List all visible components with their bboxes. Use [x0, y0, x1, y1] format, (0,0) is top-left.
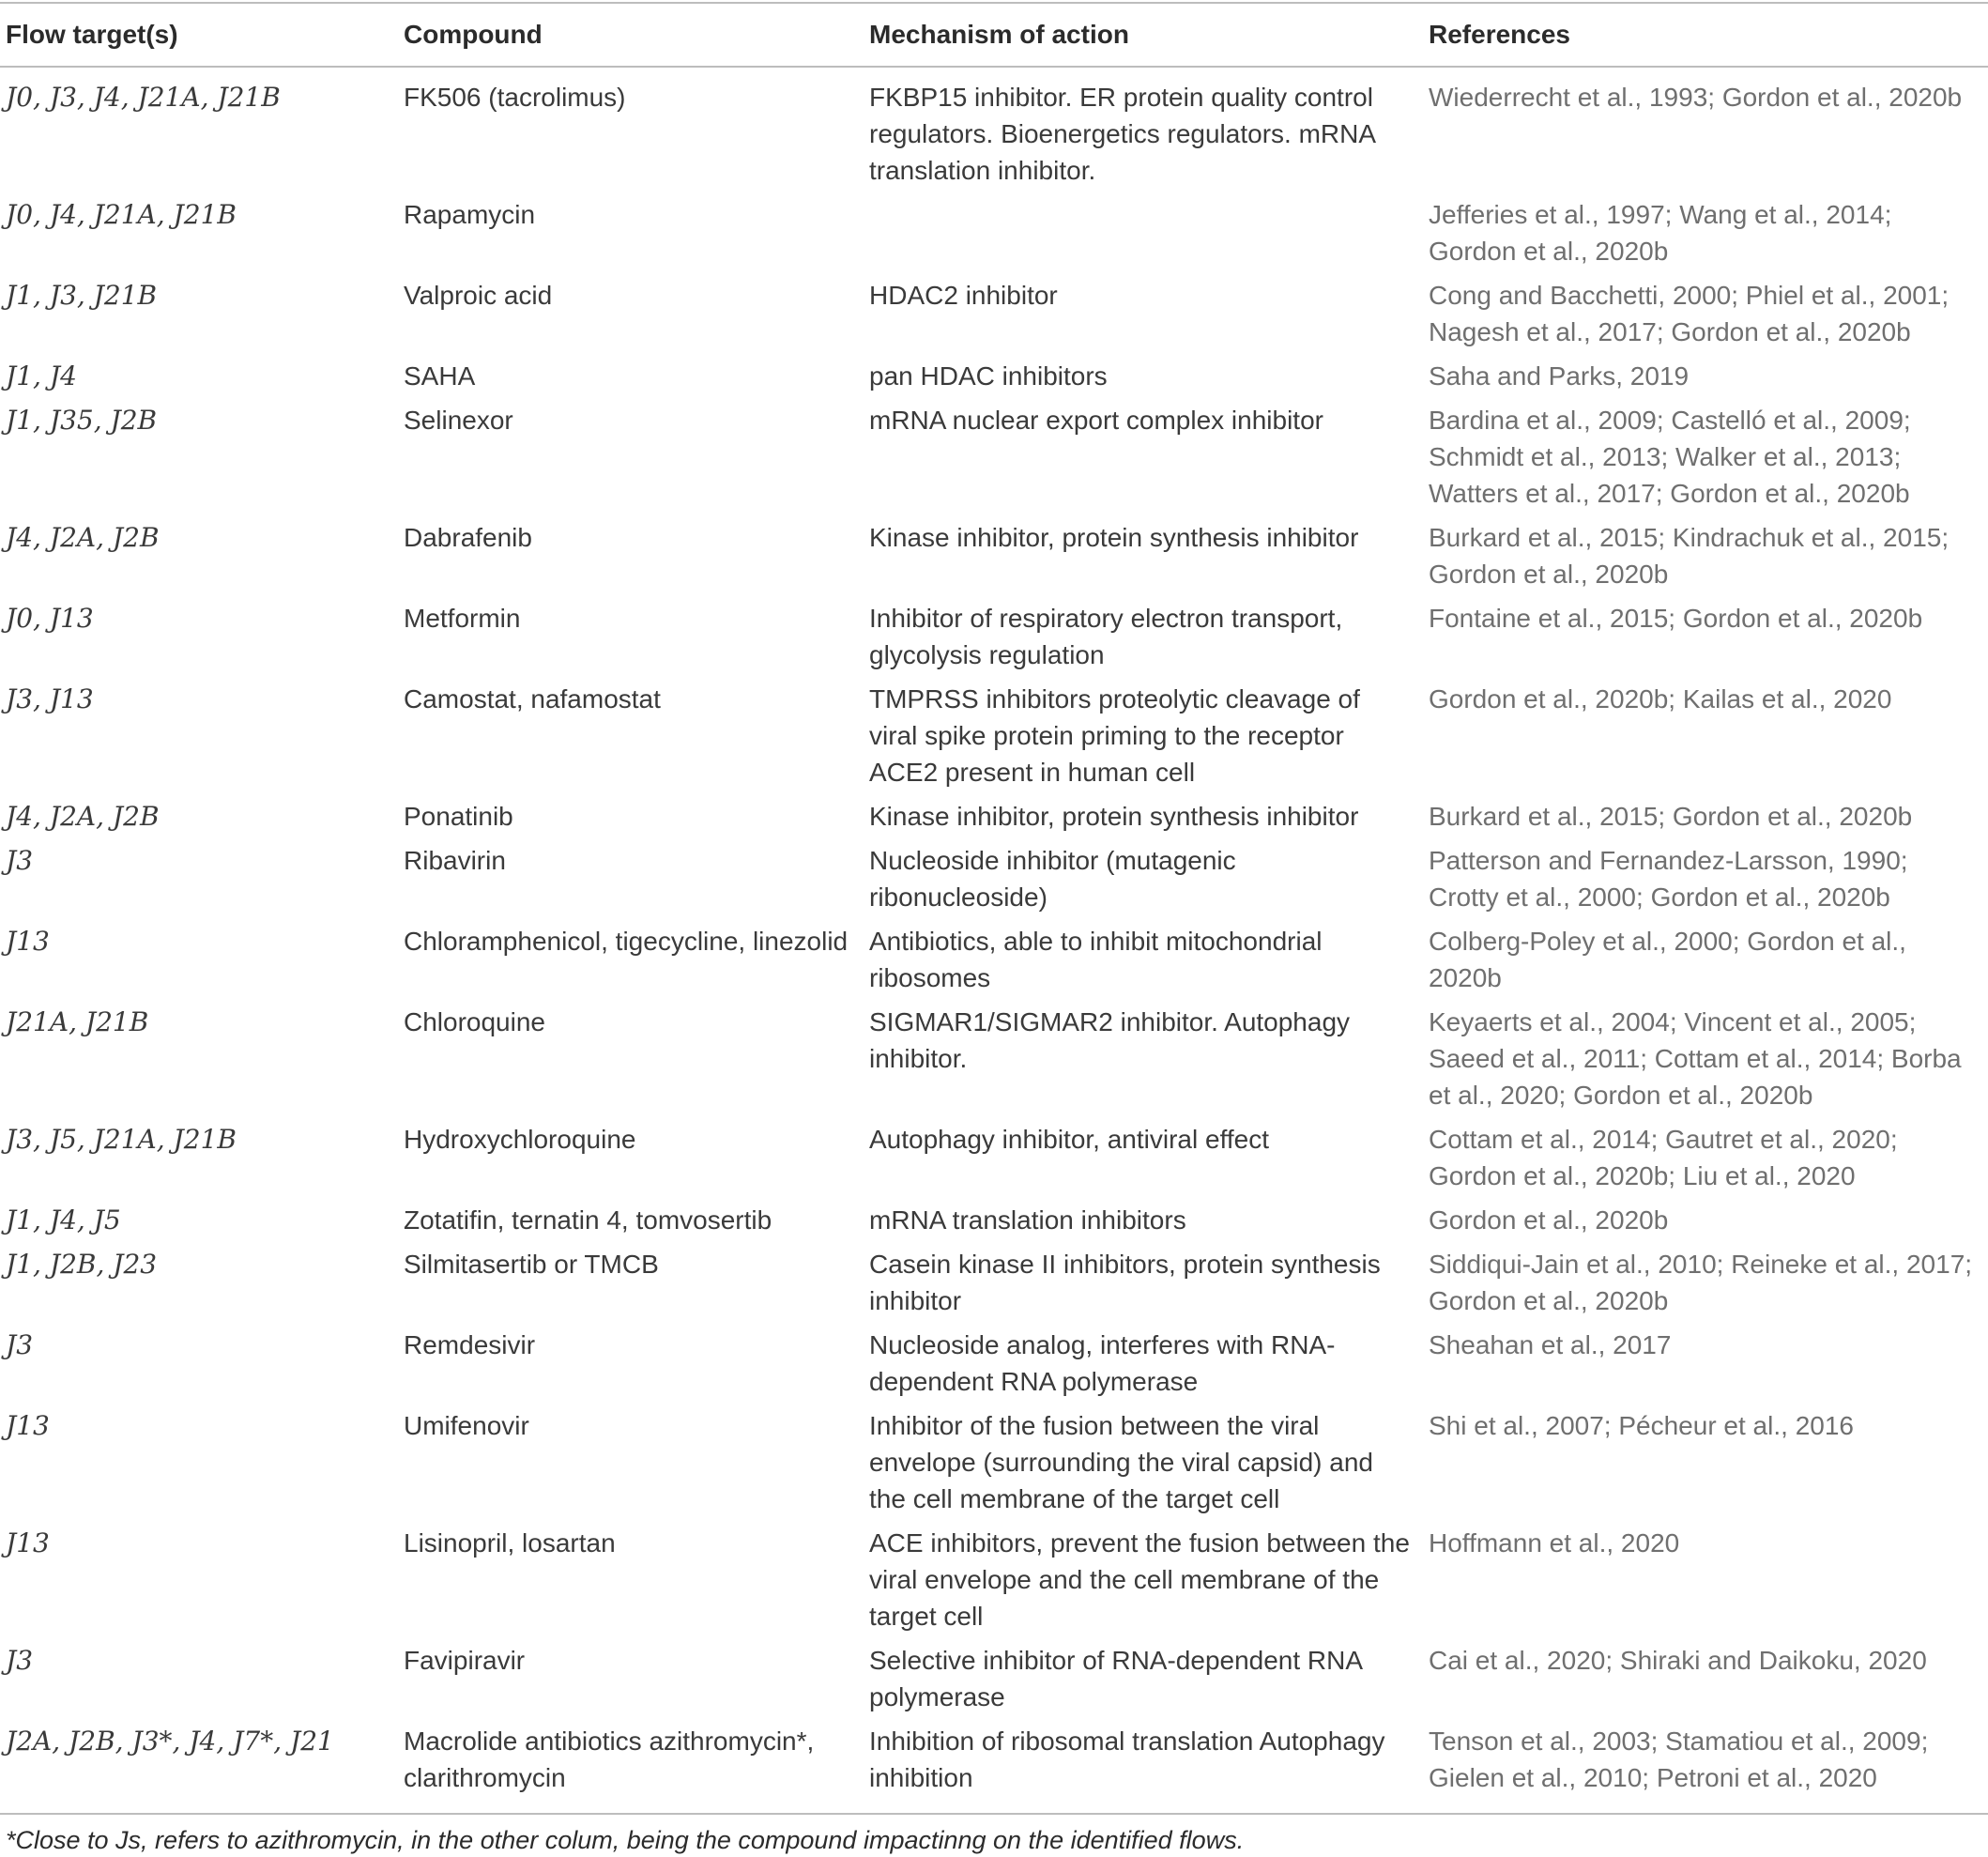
mechanism-cell: Inhibitor of respiratory electron transport, glycolysis regulation: [869, 603, 1343, 669]
flow-target-cell: J3: [6, 1328, 34, 1360]
mechanism-cell: Inhibition of ribosomal translation Autophagy inhibition: [864, 1719, 1423, 1814]
table-footnote: *Close to Js, refers to azithromycin, in the other colum, being the compound impactinng on the identified flows.: [6, 1825, 1245, 1854]
mechanism-cell: mRNA translation inhibitors: [869, 1205, 1186, 1235]
mechanism-cell: Kinase inhibitor, protein synthesis inhibitor: [869, 801, 1359, 831]
flow-target-cell: J13: [6, 1527, 50, 1558]
references-cell: Cottam et al., 2014; Gautret et al., 2020; Gordon et al., 2020b; Liu et al., 2020: [1429, 1124, 1898, 1190]
table-row: [0, 1404, 1988, 1521]
mechanism-cell: TMPRSS inhibitors proteolytic cleavage of viral spike protein priming to the receptor ACE2 present in human cell: [869, 683, 1360, 787]
mechanism-cell: ACE inhibitors, prevent the fusion between the viral envelope and the cell membrane of the target cell: [869, 1527, 1410, 1631]
references-cell: Burkard et al., 2015; Gordon et al., 2020b: [1429, 801, 1913, 831]
mechanism-cell: Antibiotics, able to inhibit mitochondrial ribosomes: [869, 926, 1323, 992]
references-cell: Bardina et al., 2009; Castelló et al., 2009; Schmidt et al., 2013; Walker et al., 2013; Watters et al., 2017; Gordon et al., 2020b: [1429, 405, 1911, 508]
table-body: [0, 67, 1988, 1814]
compound-cell: Umifenovir: [404, 1410, 529, 1440]
compound-cell: Metformin: [404, 603, 521, 633]
references-cell: Tenson et al., 2003; Stamatiou et al., 2009; Gielen et al., 2010; Petroni et al., 2020: [1423, 1719, 1988, 1814]
table-row: [0, 1323, 1988, 1404]
mechanism-cell: Selective inhibitor of RNA-dependent RNA polymerase: [869, 1645, 1362, 1711]
references-cell: Sheahan et al., 2017: [1429, 1329, 1672, 1359]
flow-target-cell: J3, J5, J21A, J21B: [6, 1123, 237, 1155]
compound-table: [0, 2, 1988, 1815]
compound-cell: Macrolide antibiotics azithromycin*, clarithromycin: [398, 1719, 864, 1814]
references-cell: Keyaerts et al., 2004; Vincent et al., 2005; Saeed et al., 2011; Cottam et al., 2014; Borba et al., 2020; Gordon et al., 2020b: [1429, 1006, 1962, 1110]
mechanism-cell: Nucleoside inhibitor (mutagenic ribonucleoside): [869, 845, 1236, 912]
references-cell: Gordon et al., 2020b: [1429, 1205, 1669, 1235]
table-row: [0, 596, 1988, 677]
table-row: [0, 515, 1988, 596]
mechanism-cell: mRNA nuclear export complex inhibitor: [869, 405, 1323, 435]
references-cell: Gordon et al., 2020b; Kailas et al., 2020: [1429, 683, 1892, 714]
compound-cell: Camostat, nafamostat: [404, 683, 661, 714]
mechanism-cell: pan HDAC inhibitors: [869, 361, 1108, 391]
flow-target-cell: J1, J4, J5: [6, 1204, 121, 1235]
mechanism-cell: Nucleoside analog, interferes with RNA-dependent RNA polymerase: [869, 1329, 1336, 1396]
header-compound: Compound: [398, 3, 864, 67]
mechanism-cell: FKBP15 inhibitor. ER protein quality control regulators. Bioenergetics regulators. mRNA translation inhibitor.: [869, 82, 1375, 185]
header-flow-targets: Flow target(s): [0, 3, 398, 67]
mechanism-cell: Casein kinase II inhibitors, protein synthesis inhibitor: [869, 1249, 1381, 1315]
flow-target-cell: J13: [6, 1409, 50, 1441]
compound-cell: Ponatinib: [404, 801, 513, 831]
compound-cell: Favipiravir: [404, 1645, 526, 1675]
table-row: [0, 794, 1988, 838]
flow-target-cell: J0, J13: [6, 602, 94, 634]
flow-target-cell: J13: [6, 925, 50, 957]
header-row: [0, 3, 1988, 67]
compound-cell: Dabrafenib: [404, 522, 532, 552]
flow-target-cell: J21A, J21B: [6, 1005, 149, 1037]
compound-cell: Chloroquine: [404, 1006, 545, 1036]
mechanism-cell: Inhibitor of the fusion between the viral envelope (surrounding the viral capsid) and the cell membrane of the target cell: [869, 1410, 1373, 1513]
flow-target-cell: J3: [6, 844, 34, 876]
table-row: [0, 398, 1988, 515]
flow-target-cell: J4, J2A, J2B: [6, 800, 160, 832]
compound-cell: FK506 (tacrolimus): [404, 82, 626, 112]
mechanism-cell: HDAC2 inhibitor: [869, 280, 1058, 310]
compound-cell: Rapamycin: [404, 199, 536, 229]
compound-cell: Zotatifin, ternatin 4, tomvosertib: [404, 1205, 772, 1235]
references-cell: Fontaine et al., 2015; Gordon et al., 2020b: [1429, 603, 1923, 633]
compound-cell: Selinexor: [404, 405, 513, 435]
compound-cell: Hydroxychloroquine: [404, 1124, 636, 1154]
references-cell: Colberg-Poley et al., 2000; Gordon et al., 2020b: [1429, 926, 1906, 992]
compound-cell: SAHA: [404, 361, 476, 391]
flow-target-cell: J2A, J2B, J3*, J4, J7*, J21: [0, 1719, 398, 1814]
table-row: [0, 192, 1988, 273]
flow-target-cell: J3, J13: [6, 683, 94, 714]
mechanism-cell: [864, 192, 1423, 273]
references-cell: Hoffmann et al., 2020: [1429, 1527, 1680, 1558]
table-row: [0, 838, 1988, 919]
mechanism-cell: Kinase inhibitor, protein synthesis inhibitor: [869, 522, 1359, 552]
compound-cell: Ribavirin: [404, 845, 506, 875]
header-references: References: [1423, 3, 1988, 67]
table-row: [0, 1000, 1988, 1117]
header-mechanism: Mechanism of action: [864, 3, 1423, 67]
table-row: [0, 273, 1988, 354]
mechanism-cell: Autophagy inhibitor, antiviral effect: [869, 1124, 1269, 1154]
table-row: [0, 1719, 1988, 1814]
table-row: [0, 677, 1988, 794]
table-row: [0, 1521, 1988, 1638]
flow-target-cell: J0, J4, J21A, J21B: [6, 198, 237, 230]
table-row: [0, 1242, 1988, 1323]
references-cell: Siddiqui-Jain et al., 2010; Reineke et al., 2017; Gordon et al., 2020b: [1429, 1249, 1973, 1315]
references-cell: Saha and Parks, 2019: [1429, 361, 1690, 391]
references-cell: Cai et al., 2020; Shiraki and Daikoku, 2020: [1429, 1645, 1927, 1675]
references-cell: Burkard et al., 2015; Kindrachuk et al., 2015; Gordon et al., 2020b: [1429, 522, 1950, 589]
compound-cell: Lisinopril, losartan: [404, 1527, 616, 1558]
mechanism-cell: SIGMAR1/SIGMAR2 inhibitor. Autophagy inhibitor.: [869, 1006, 1351, 1073]
references-cell: Cong and Bacchetti, 2000; Phiel et al., 2001; Nagesh et al., 2017; Gordon et al., 2020b: [1429, 280, 1950, 346]
compound-cell: Remdesivir: [404, 1329, 536, 1359]
compound-cell: Silmitasertib or TMCB: [404, 1249, 659, 1279]
references-cell: Wiederrecht et al., 1993; Gordon et al., 2020b: [1429, 82, 1963, 112]
compound-cell: Chloramphenicol, tigecycline, linezolid: [404, 926, 849, 956]
table-row: [0, 67, 1988, 192]
flow-target-cell: J1, J2B, J23: [6, 1248, 158, 1280]
flow-target-cell: J3: [6, 1644, 34, 1676]
flow-target-cell: J0, J3, J4, J21A, J21B: [6, 81, 281, 113]
flow-target-cell: J4, J2A, J2B: [6, 521, 160, 553]
table-row: [0, 1638, 1988, 1719]
table-row: [0, 1198, 1988, 1242]
references-cell: Jefferies et al., 1997; Wang et al., 2014; Gordon et al., 2020b: [1429, 199, 1892, 266]
flow-target-cell: J1, J35, J2B: [6, 404, 158, 436]
flow-target-cell: J1, J3, J21B: [6, 279, 158, 311]
references-cell: Shi et al., 2007; Pécheur et al., 2016: [1429, 1410, 1854, 1440]
references-cell: Patterson and Fernandez-Larsson, 1990; Crotty et al., 2000; Gordon et al., 2020b: [1429, 845, 1908, 912]
compound-cell: Valproic acid: [404, 280, 553, 310]
table-row: [0, 354, 1988, 398]
table-row: [0, 1117, 1988, 1198]
table-row: [0, 919, 1988, 1000]
flow-target-cell: J1, J4: [6, 360, 77, 391]
